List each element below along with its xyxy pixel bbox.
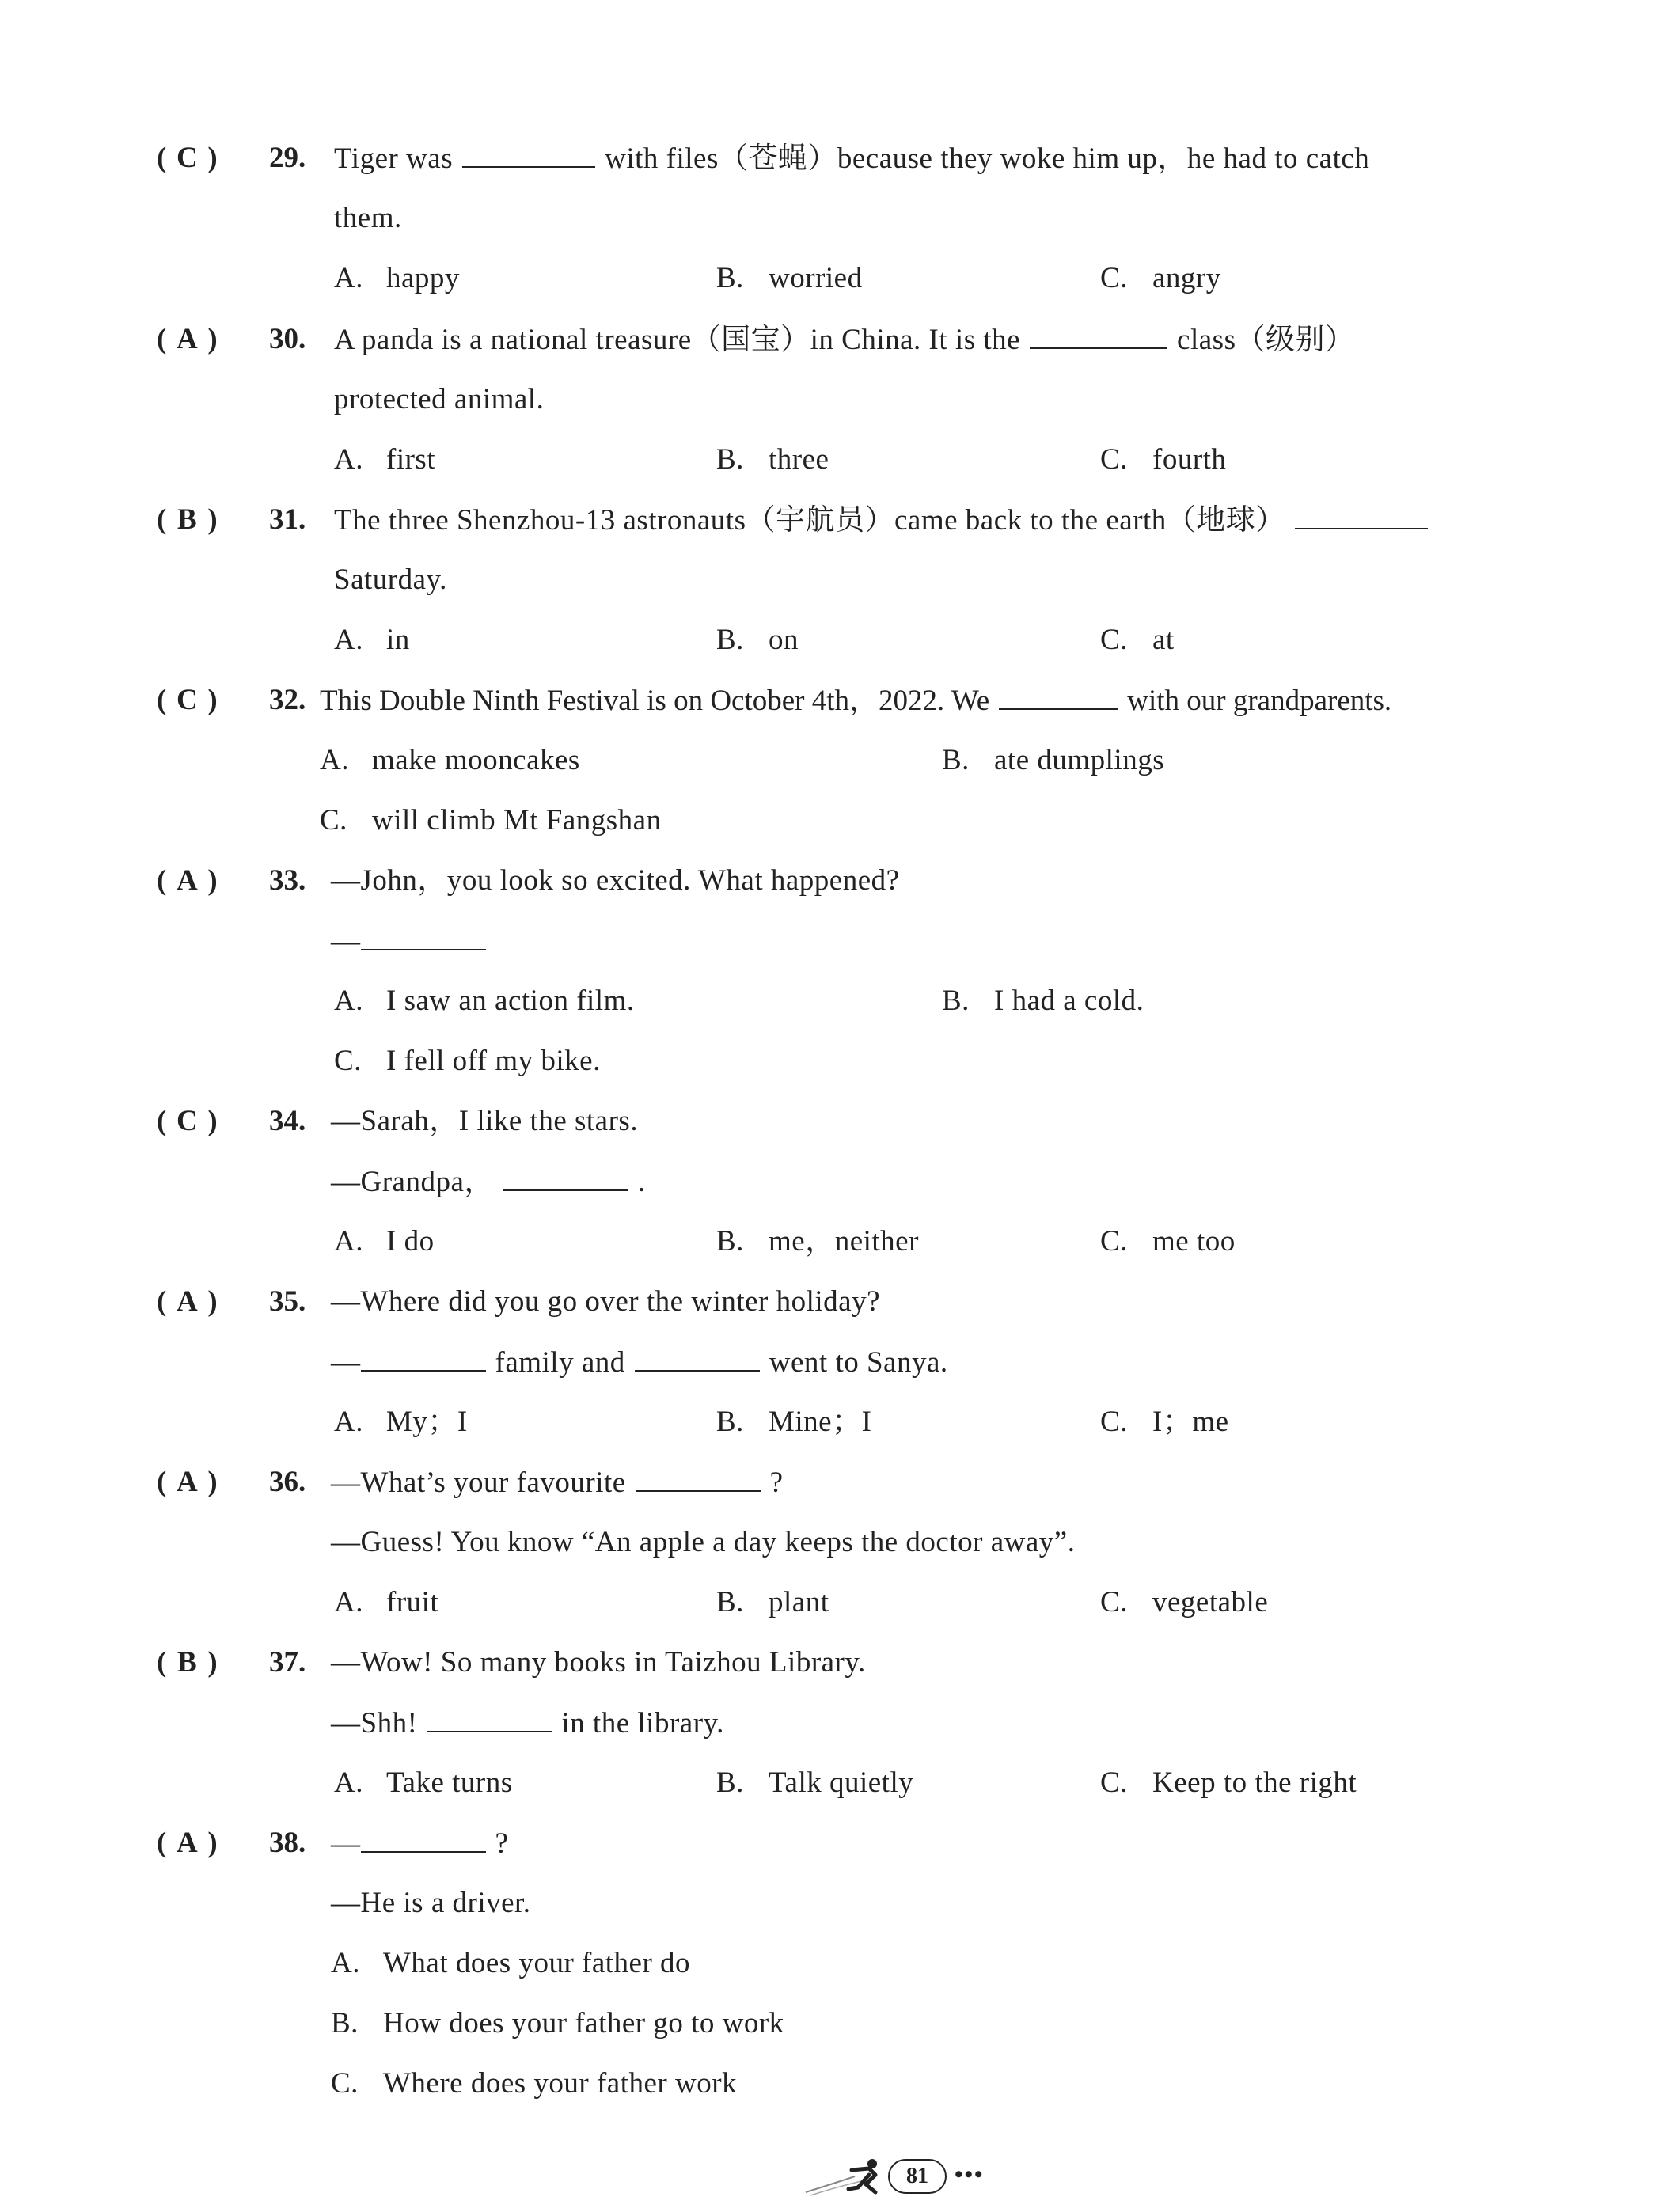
stem-text: with files（苍蝇）because they woke him up，he had to catch [605, 142, 1370, 175]
option-c: C. Where does your father work [331, 2067, 738, 2100]
answer-blank [427, 1704, 552, 1732]
question-35-stem: —Where did you go over the winter holiday? [331, 1285, 880, 1318]
question-35-reply [331, 1343, 948, 1382]
answer-mark-30: ( A ) [157, 321, 218, 359]
stem-text: —What’s your favourite [331, 1466, 626, 1499]
question-30-stem-cont: protected animal. [334, 383, 545, 415]
option-c: C. will climb Mt Fangshan [320, 804, 662, 837]
question-number-38: 38. [269, 1827, 306, 1859]
option-a: A. in [334, 624, 410, 656]
question-34-reply [331, 1163, 646, 1201]
answer-blank [1030, 321, 1167, 349]
answer-blank [1295, 501, 1428, 529]
answer-letter: B [177, 503, 197, 536]
page-footer [799, 2153, 997, 2200]
question-31-stem [334, 501, 1437, 540]
answer-mark-34: ( C ) [157, 1102, 218, 1140]
question-number-37: 37. [269, 1646, 306, 1679]
answer-mark-31: ( B ) [157, 501, 218, 539]
question-37-reply [331, 1704, 724, 1743]
option-c: C. Keep to the right [1100, 1766, 1357, 1799]
option-b: B. worried [716, 262, 863, 294]
option-a: A. My；I [334, 1406, 468, 1438]
reply-text: family and [495, 1346, 625, 1379]
stem-text: class（级别） [1177, 324, 1355, 356]
option-b: B. ate dumplings [942, 744, 1165, 776]
question-37-stem: —Wow! So many books in Taizhou Library. [331, 1646, 866, 1679]
option-c: C. I fell off my bike. [334, 1045, 601, 1077]
option-a: A. I do [334, 1225, 435, 1258]
option-a: A. happy [334, 262, 460, 294]
question-number-36: 36. [269, 1466, 306, 1498]
answer-letter: A [176, 323, 198, 355]
question-number-30: 30. [269, 323, 306, 355]
answer-letter: B [177, 1646, 197, 1679]
answer-mark-32: ( C ) [157, 681, 218, 719]
option-a: A. first [334, 443, 436, 476]
option-a: A. Take turns [334, 1766, 513, 1799]
dash: — [331, 1346, 361, 1379]
page-number: 81 [888, 2159, 947, 2194]
question-number-31: 31. [269, 503, 306, 536]
answer-blank [361, 922, 486, 950]
answer-letter: A [176, 1827, 198, 1859]
answer-letter: A [176, 1466, 198, 1498]
question-34-stem: —Sarah，I like the stars. [331, 1105, 639, 1137]
stem-text: This Double Ninth Festival is on October 4th，2022. We [320, 685, 990, 717]
question-number-35: 35. [269, 1285, 306, 1318]
dash: — [331, 925, 361, 958]
option-c: C. me too [1100, 1225, 1236, 1258]
answer-blank [361, 1824, 486, 1853]
option-b: B. plant [716, 1586, 829, 1618]
option-b: B. me，neither [716, 1225, 919, 1258]
answer-mark-38: ( A ) [157, 1824, 218, 1862]
answer-mark-37: ( B ) [157, 1644, 218, 1682]
option-b: B. Talk quietly [716, 1766, 914, 1799]
answer-letter: A [176, 1285, 198, 1318]
question-32-stem [320, 681, 1391, 720]
dash: — [331, 1827, 361, 1860]
option-b: B. How does your father go to work [331, 2007, 784, 2039]
question-number-29: 29. [269, 142, 306, 174]
option-b: B. on [716, 624, 799, 656]
reply-text: —Grandpa， [331, 1166, 494, 1198]
option-c: C. angry [1100, 262, 1221, 294]
stem-text: with our grandparents. [1127, 685, 1392, 717]
question-36-reply: —Guess! You know “An apple a day keeps the doctor away”. [331, 1526, 1076, 1558]
option-c: C. I；me [1100, 1406, 1229, 1438]
answer-blank [999, 681, 1118, 710]
answer-blank [636, 1463, 761, 1492]
question-33-stem: —John，you look so excited. What happened? [331, 864, 900, 897]
question-30-stem [334, 321, 1354, 359]
option-b: B. Mine；I [716, 1406, 872, 1438]
question-29-stem [334, 139, 1369, 178]
reply-text: . [637, 1166, 646, 1198]
answer-blank [635, 1343, 760, 1372]
answer-letter: C [176, 684, 198, 716]
option-b: B. three [716, 443, 829, 476]
answer-mark-33: ( A ) [157, 862, 218, 900]
stem-text: The three Shenzhou-13 astronauts（宇航员）came back to the earth（地球） [334, 504, 1285, 537]
answer-letter: C [176, 142, 198, 174]
reply-text: went to Sanya. [769, 1346, 948, 1379]
reply-text: —Shh! [331, 1707, 418, 1740]
option-a: A. What does your father do [331, 1947, 691, 1979]
answer-blank [361, 1343, 486, 1372]
answer-letter: A [176, 864, 198, 897]
option-c: C. fourth [1100, 443, 1227, 476]
stem-text: A panda is a national treasure（国宝）in China. It is the [334, 324, 1021, 356]
question-36-stem [331, 1463, 784, 1502]
answer-mark-29: ( C ) [157, 139, 218, 177]
question-number-32: 32. [269, 684, 306, 716]
stem-text: ? [769, 1466, 784, 1499]
answer-letter: C [176, 1105, 198, 1137]
question-33-reply [331, 922, 495, 961]
question-38-reply: —He is a driver. [331, 1887, 531, 1919]
option-a: A. make mooncakes [320, 744, 580, 776]
answer-blank [462, 139, 595, 168]
answer-mark-35: ( A ) [157, 1283, 218, 1321]
answer-mark-36: ( A ) [157, 1463, 218, 1501]
stem-text: Tiger was [334, 142, 454, 175]
question-number-33: 33. [269, 864, 306, 897]
question-29-stem-cont: them. [334, 202, 402, 234]
decorative-dots: ••• [955, 2161, 985, 2187]
option-a: A. I saw an action film. [334, 985, 635, 1017]
answer-blank [503, 1163, 628, 1191]
question-31-stem-cont: Saturday. [334, 563, 447, 596]
runner-icon [799, 2153, 886, 2200]
option-b: B. I had a cold. [942, 985, 1144, 1017]
stem-text: ? [495, 1827, 509, 1860]
option-c: C. vegetable [1100, 1586, 1269, 1618]
option-a: A. fruit [334, 1586, 439, 1618]
question-number-34: 34. [269, 1105, 306, 1137]
question-38-stem [331, 1824, 508, 1863]
option-c: C. at [1100, 624, 1175, 656]
reply-text: in the library. [561, 1707, 724, 1740]
